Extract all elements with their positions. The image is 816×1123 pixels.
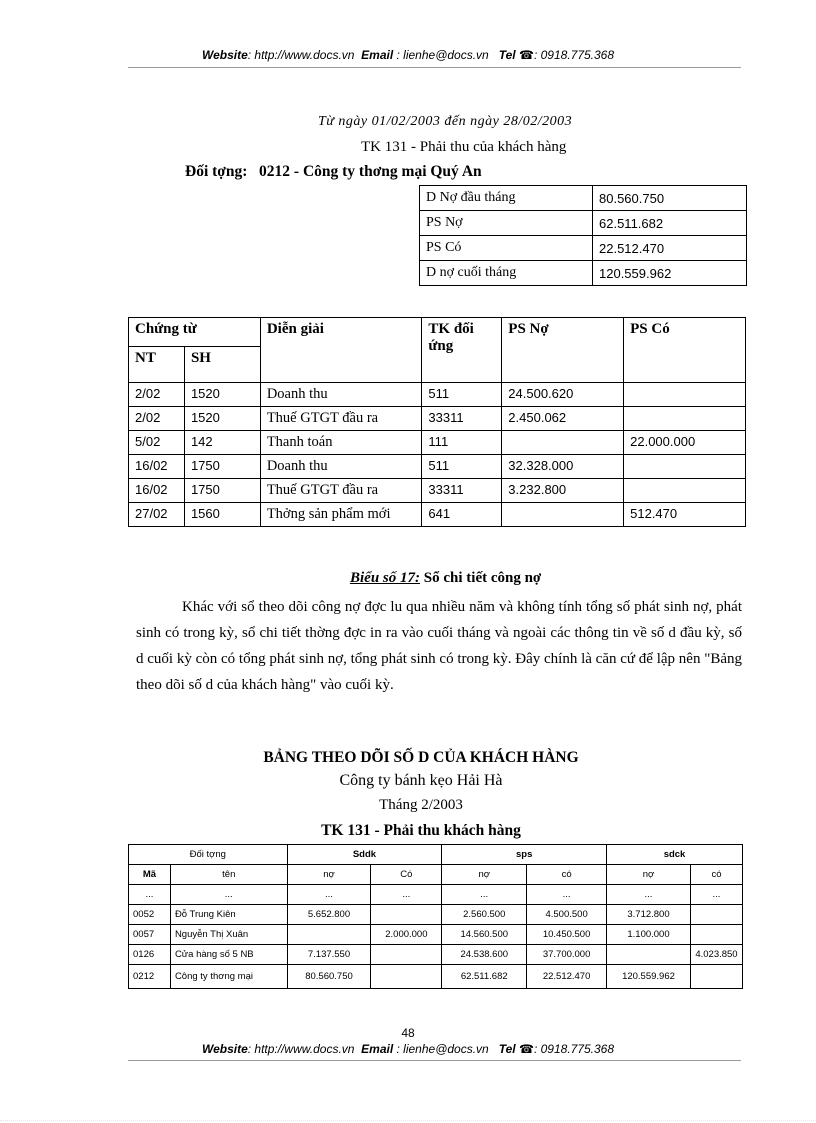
code-header: Mã (129, 865, 171, 885)
object-value: 0212 - Công ty thơng mại Quý An (259, 163, 482, 180)
detail-description: Thuế GTGT đầu ra (260, 407, 422, 431)
voucher-header: Chứng từ (129, 318, 261, 347)
footer-tel-value: : 0918.775.368 (533, 1042, 615, 1056)
object-group-header: Đối tợng (129, 845, 288, 865)
tracking-name: Nguyễn Thị Xuân (170, 925, 287, 945)
tel-label: Tel (498, 48, 516, 62)
website-label: Website (201, 48, 248, 62)
detail-debit: 2.450.062 (502, 407, 624, 431)
sdck-credit: ... (690, 885, 742, 905)
footer-website-value: : http://www.docs.vn (247, 1042, 355, 1056)
object-label: Đối tợng: (185, 163, 248, 180)
tracking-row (129, 945, 743, 965)
sps-credit: 37.700.000 (527, 945, 607, 965)
footer-tel-label: Tel (498, 1042, 516, 1056)
ledger-object (185, 163, 482, 181)
detail-nt: 16/02 (129, 479, 185, 503)
detail-nt: 2/02 (129, 407, 185, 431)
sddk-debit: ... (287, 885, 371, 905)
footer-rule (128, 1060, 741, 1061)
credit-header: PS Có (624, 318, 746, 383)
date-range: Từ ngày 01/02/2003 đến ngày 28/02/2003 (318, 114, 573, 129)
description-header: Diễn giải (260, 318, 422, 383)
sdck-credit (690, 905, 742, 925)
tracking-account: TK 131 - Phải thu khách hàng (321, 822, 521, 839)
sdck-credit: 4.023.850 (690, 945, 742, 965)
sdck-credit (690, 965, 742, 989)
detail-nt: 16/02 (129, 455, 185, 479)
tracking-month: Tháng 2/2003 (379, 797, 463, 813)
sddk-debit: 80.560.750 (287, 965, 371, 989)
summary-table (419, 185, 747, 286)
sdck-debit: 3.712.800 (607, 905, 691, 925)
summary-label: D nợ cuối tháng (420, 261, 593, 286)
website-value: : http://www.docs.vn (247, 48, 355, 62)
summary-row (420, 261, 747, 286)
detail-debit (502, 503, 624, 527)
tracking-company: Công ty bánh kẹo Hải Hà (339, 772, 503, 789)
detail-row (129, 383, 746, 407)
detail-debit: 3.232.800 (502, 479, 624, 503)
detail-table (128, 317, 746, 527)
account-header: TK đối ứng (422, 318, 502, 383)
summary-value: 80.560.750 (593, 186, 747, 211)
sddk-credit: 2.000.000 (371, 925, 442, 945)
detail-row (129, 431, 746, 455)
detail-sh: 1520 (184, 383, 260, 407)
sddk-credit (371, 945, 442, 965)
sps-credit-header: có (527, 865, 607, 885)
caption-text: Sổ chi tiết công nợ (420, 570, 542, 586)
sddk-credit (371, 905, 442, 925)
detail-row (129, 479, 746, 503)
sps-debit: 62.511.682 (442, 965, 527, 989)
sdck-debit: 1.100.000 (607, 925, 691, 945)
detail-account: 641 (422, 503, 502, 527)
detail-description: Thuế GTGT đầu ra (260, 479, 422, 503)
tracking-name: Công ty thơng mại (170, 965, 287, 989)
detail-account: 511 (422, 383, 502, 407)
detail-debit (502, 431, 624, 455)
nt-header: NT (129, 347, 185, 383)
sddk-debit: 7.137.550 (287, 945, 371, 965)
sps-debit-header: nợ (442, 865, 527, 885)
sddk-debit: 5.652.800 (287, 905, 371, 925)
detail-row (129, 455, 746, 479)
summary-row (420, 186, 747, 211)
sps-credit: 10.450.500 (527, 925, 607, 945)
tel-value: : 0918.775.368 (533, 48, 615, 62)
detail-debit: 32.328.000 (502, 455, 624, 479)
page-edge (0, 1120, 816, 1121)
paragraph-text: Khác với sổ theo dõi công nợ đợc lu qua nhiều năm và không tính tổng số phát sinh nợ, phát sinh có trong kỳ, sổ chi tiết thờng đợc in ra vào cuối tháng và ngoài các thông tin về số d đầu kỳ, số d cuối kỳ còn có tổng phát sinh nợ, tổng phát sinh có trong kỳ. Đây chính là căn cứ để lập nên "Bảng theo dõi số d của khách hàng" vào cuối kỳ. (136, 599, 742, 693)
summary-row (420, 236, 747, 261)
sddk-group-header: Sddk (287, 845, 442, 865)
debit-header: PS Nợ (502, 318, 624, 383)
detail-account: 33311 (422, 479, 502, 503)
sddk-credit: ... (371, 885, 442, 905)
sdck-credit-header: có (690, 865, 742, 885)
sps-credit: 22.512.470 (527, 965, 607, 989)
caption-label: Biểu số 17: (350, 570, 421, 586)
footer-email-value: : lienhe@docs.vn (396, 1042, 489, 1056)
sddk-credit-header: Có (371, 865, 442, 885)
detail-credit (624, 455, 746, 479)
detail-sh: 1520 (184, 407, 260, 431)
sdck-debit (607, 945, 691, 965)
summary-value: 62.511.682 (593, 211, 747, 236)
sdck-debit-header: nợ (607, 865, 691, 885)
detail-account: 511 (422, 455, 502, 479)
detail-description: Doanh thu (260, 383, 422, 407)
sps-debit: 14.560.500 (442, 925, 527, 945)
footer-website-label: Website (201, 1042, 248, 1056)
detail-credit (624, 407, 746, 431)
tracking-code: 0057 (129, 925, 171, 945)
tracking-code: ... (129, 885, 171, 905)
sps-credit: 4.500.500 (527, 905, 607, 925)
detail-debit: 24.500.620 (502, 383, 624, 407)
name-header: tên (170, 865, 287, 885)
detail-sh: 1560 (184, 503, 260, 527)
detail-nt: 27/02 (129, 503, 185, 527)
tracking-name: ... (170, 885, 287, 905)
sddk-credit (371, 965, 442, 989)
sh-header: SH (184, 347, 260, 383)
summary-label: PS Nợ (420, 211, 593, 236)
detail-nt: 5/02 (129, 431, 185, 455)
email-label: Email (361, 48, 394, 62)
tracking-name: Đỗ Trung Kiên (170, 905, 287, 925)
page-number: 48 (401, 1026, 415, 1040)
page-footer (0, 1042, 816, 1056)
sdck-debit: ... (607, 885, 691, 905)
ledger-account: TK 131 - Phải thu của khách hàng (361, 139, 567, 155)
sps-credit: ... (527, 885, 607, 905)
summary-row (420, 211, 747, 236)
detail-credit (624, 479, 746, 503)
tracking-table (128, 844, 743, 989)
summary-label: D Nợ đầu tháng (420, 186, 593, 211)
detail-row (129, 503, 746, 527)
detail-account: 33311 (422, 407, 502, 431)
phone-icon: ☎ (519, 48, 534, 62)
detail-credit (624, 383, 746, 407)
detail-description: Doanh thu (260, 455, 422, 479)
summary-label: PS Có (420, 236, 593, 261)
footer-email-label: Email (361, 1042, 394, 1056)
detail-description: Thởng sản phẩm mới (260, 503, 422, 527)
sddk-debit-header: nợ (287, 865, 371, 885)
detail-sh: 142 (184, 431, 260, 455)
sddk-debit (287, 925, 371, 945)
detail-nt: 2/02 (129, 383, 185, 407)
summary-value: 22.512.470 (593, 236, 747, 261)
sdck-debit: 120.559.962 (607, 965, 691, 989)
tracking-row (129, 905, 743, 925)
detail-sh: 1750 (184, 479, 260, 503)
body-paragraph (136, 594, 742, 698)
detail-description: Thanh toán (260, 431, 422, 455)
sdck-group-header: sdck (607, 845, 743, 865)
tracking-code: 0212 (129, 965, 171, 989)
sps-debit: 2.560.500 (442, 905, 527, 925)
summary-value: 120.559.962 (593, 261, 747, 286)
footer-phone-icon: ☎ (519, 1042, 534, 1056)
tracking-row (129, 885, 743, 905)
detail-caption (350, 570, 541, 587)
sps-group-header: sps (442, 845, 607, 865)
email-value: : lienhe@docs.vn (396, 48, 489, 62)
tracking-row (129, 925, 743, 945)
tracking-row (129, 965, 743, 989)
detail-credit: 22.000.000 (624, 431, 746, 455)
sps-debit: ... (442, 885, 527, 905)
tracking-code: 0052 (129, 905, 171, 925)
tracking-code: 0126 (129, 945, 171, 965)
detail-sh: 1750 (184, 455, 260, 479)
sps-debit: 24.538.600 (442, 945, 527, 965)
detail-account: 111 (422, 431, 502, 455)
sdck-credit (690, 925, 742, 945)
header-rule (128, 67, 741, 68)
detail-row (129, 407, 746, 431)
tracking-title: BẢNG THEO DÕI SỐ D CỦA KHÁCH HÀNG (263, 749, 579, 766)
page-header (0, 48, 816, 62)
tracking-name: Cửa hàng số 5 NB (170, 945, 287, 965)
detail-credit: 512.470 (624, 503, 746, 527)
